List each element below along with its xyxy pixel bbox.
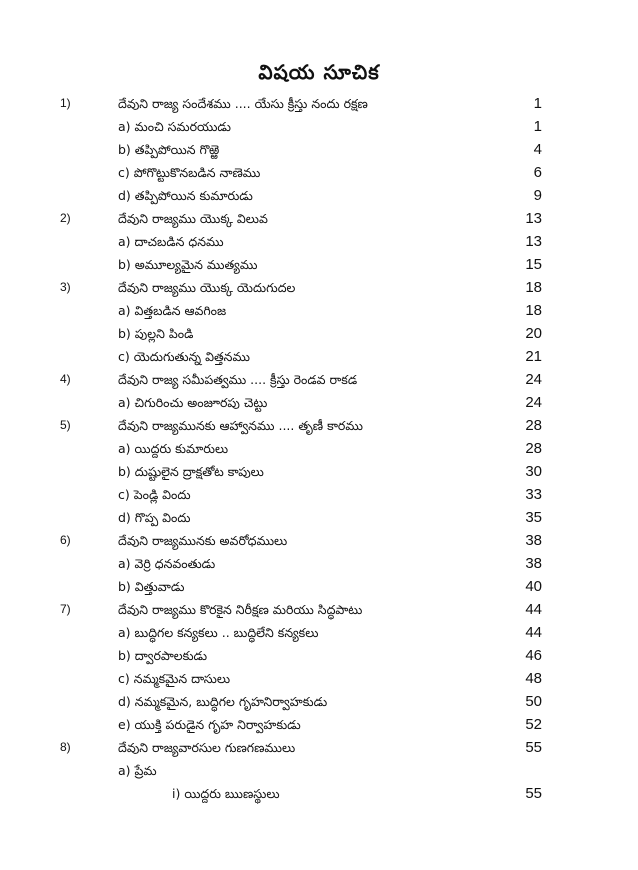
toc-subentry-row: [0, 138, 638, 161]
toc-page-number: 52: [525, 716, 542, 733]
toc-entry-title: b) అమూల్యమైన ముత్యము: [118, 257, 258, 272]
toc-subentry-row: [0, 621, 638, 644]
toc-entry-title: b) తప్పిపోయిన గొఱ్ఱె: [118, 142, 220, 157]
toc-chapter-number: 7): [60, 602, 71, 616]
toc-page-number: 24: [525, 371, 542, 388]
toc-entry-title: i) యిద్దరు ఋణస్థులు: [172, 786, 280, 801]
toc-entry-title: b) దుష్టులైన ద్రాక్షతోట కాపులు: [118, 464, 264, 479]
toc-chapter-row: [0, 207, 638, 230]
toc-subentry-row: [0, 460, 638, 483]
toc-chapter-number: 6): [60, 533, 71, 547]
toc-page-number: 30: [525, 463, 542, 480]
toc-subentry-row: [0, 483, 638, 506]
toc-subentry-row: [0, 644, 638, 667]
toc-chapter-number: 1): [60, 96, 71, 110]
toc-entry-title: a) చిగురించు అంజూరపు చెట్టు: [118, 395, 268, 410]
toc-page-number: 38: [525, 555, 542, 572]
toc-page-number: 4: [533, 141, 542, 158]
toc-entry-title: దేవుని రాజ్యము యొక్క విలువ: [118, 211, 268, 226]
toc-entry-title: దేవుని రాజ్య సమీపత్వము .... క్రీస్తు రెండవ రాకడ: [118, 372, 358, 387]
toc-entry-title: b) విత్తువాడు: [118, 579, 185, 594]
toc-chapter-row: [0, 368, 638, 391]
toc-entry-title: c) యెదుగుతున్న విత్తనము: [118, 349, 251, 364]
toc-page-number: 24: [525, 394, 542, 411]
toc-page-number: 40: [525, 578, 542, 595]
toc-page-number: 44: [525, 601, 542, 618]
toc-subentry-row: [0, 345, 638, 368]
toc-entry-title: d) తప్పిపోయిన కుమారుడు: [118, 188, 253, 203]
toc-subentry-row: [0, 782, 638, 805]
toc-page-number: 20: [525, 325, 542, 342]
toc-chapter-number: 2): [60, 211, 71, 225]
toc-entry-title: దేవుని రాజ్యమునకు ఆహ్వానము .... తృణీ కారము: [118, 418, 363, 433]
toc-chapter-row: [0, 92, 638, 115]
toc-chapter-row: [0, 414, 638, 437]
toc-chapter-number: 3): [60, 280, 71, 294]
toc-entry-title: a) బుద్ధిగల కన్యకలు .. బుద్ధిలేని కన్యకలు: [118, 625, 319, 640]
toc-entry-title: a) యిద్దరు కుమారులు: [118, 441, 229, 456]
toc-entry-title: దేవుని రాజ్యము కొరకైన నిరీక్షణ మరియు సిద్ధపాటు: [118, 602, 363, 617]
toc-subentry-row: [0, 184, 638, 207]
toc-page-number: 28: [525, 417, 542, 434]
toc-subentry-row: [0, 506, 638, 529]
toc-page-number: 55: [525, 785, 542, 802]
toc-entry-title: a) వెర్రి ధనవంతుడు: [118, 556, 216, 571]
toc-page-number: 55: [525, 739, 542, 756]
toc-page-number: 48: [525, 670, 542, 687]
toc-page-number: 18: [525, 279, 542, 296]
toc-entry-title: దేవుని రాజ్యము యొక్క యెదుగుదల: [118, 280, 296, 295]
toc-chapter-number: 5): [60, 418, 71, 432]
toc-entry-title: d) నమ్మకమైన, బుద్ధిగల గృహనిర్వాహకుడు: [118, 694, 328, 709]
page-title: విషయ సూచిక: [258, 60, 380, 84]
toc-entry-title: దేవుని రాజ్యమునకు అవరోధములు: [118, 533, 288, 548]
toc-page-number: 13: [525, 233, 542, 250]
toc-page-number: 35: [525, 509, 542, 526]
toc-entry-title: c) పోగొట్టుకొనబడిన నాణెము: [118, 165, 261, 180]
toc-page-number: 28: [525, 440, 542, 457]
toc-entry-title: a) మంచి సమరయుడు: [118, 119, 232, 134]
toc-entry-title: b) ద్వారపాలకుడు: [118, 648, 208, 663]
toc-subentry-row: [0, 667, 638, 690]
toc-entry-title: a) దాచబడిన ధనము: [118, 234, 224, 249]
toc-chapter-row: [0, 736, 638, 759]
toc-page-number: 13: [525, 210, 542, 227]
toc-subentry-row: [0, 713, 638, 736]
toc-page-number: 1: [533, 95, 542, 112]
toc-subentry-row: [0, 437, 638, 460]
toc-subentry-row: [0, 552, 638, 575]
toc-page-number: 38: [525, 532, 542, 549]
toc-chapter-number: 4): [60, 372, 71, 386]
toc-entry-title: c) పెండ్లి విందు: [118, 487, 191, 502]
toc-subentry-row: [0, 391, 638, 414]
toc-page-number: 15: [525, 256, 542, 273]
toc-subentry-row: [0, 322, 638, 345]
toc-chapter-row: [0, 529, 638, 552]
toc-chapter-row: [0, 598, 638, 621]
toc-chapter-number: 8): [60, 740, 71, 754]
toc-entry-title: b) పుల్లని పిండి: [118, 326, 194, 341]
toc-chapter-row: [0, 276, 638, 299]
toc-page-number: 44: [525, 624, 542, 641]
toc-entry-title: c) నమ్మకమైన దాసులు: [118, 671, 231, 686]
toc-page-number: 9: [533, 187, 542, 204]
toc-subentry-row: [0, 161, 638, 184]
toc-subentry-row: [0, 230, 638, 253]
toc-entry-title: a) ప్రేమ: [118, 763, 157, 778]
toc-page-number: 1: [533, 118, 542, 135]
toc-entry-title: దేవుని రాజ్య సందేశము .... యేసు క్రీస్తు నందు రక్షణ: [118, 96, 368, 111]
toc-subentry-row: [0, 253, 638, 276]
toc-page-number: 50: [525, 693, 542, 710]
toc-page-number: 46: [525, 647, 542, 664]
toc-page-number: 18: [525, 302, 542, 319]
toc-entry-title: a) విత్తబడిన ఆవగింజ: [118, 303, 227, 318]
toc-subentry-row: [0, 690, 638, 713]
toc-entry-title: d) గొప్ప విందు: [118, 510, 191, 525]
toc-subentry-row: [0, 115, 638, 138]
toc-entry-title: దేవుని రాజ్యవారసుల గుణగణములు: [118, 740, 296, 755]
toc-subentry-row: [0, 575, 638, 598]
table-of-contents: [0, 92, 638, 805]
toc-entry-title: e) యుక్తి పరుడైన గృహ నిర్వాహకుడు: [118, 717, 301, 732]
toc-page-number: 21: [525, 348, 542, 365]
toc-page-number: 33: [525, 486, 542, 503]
toc-subentry-row: [0, 299, 638, 322]
toc-subentry-row: [0, 759, 638, 782]
toc-page-number: 6: [533, 164, 542, 181]
